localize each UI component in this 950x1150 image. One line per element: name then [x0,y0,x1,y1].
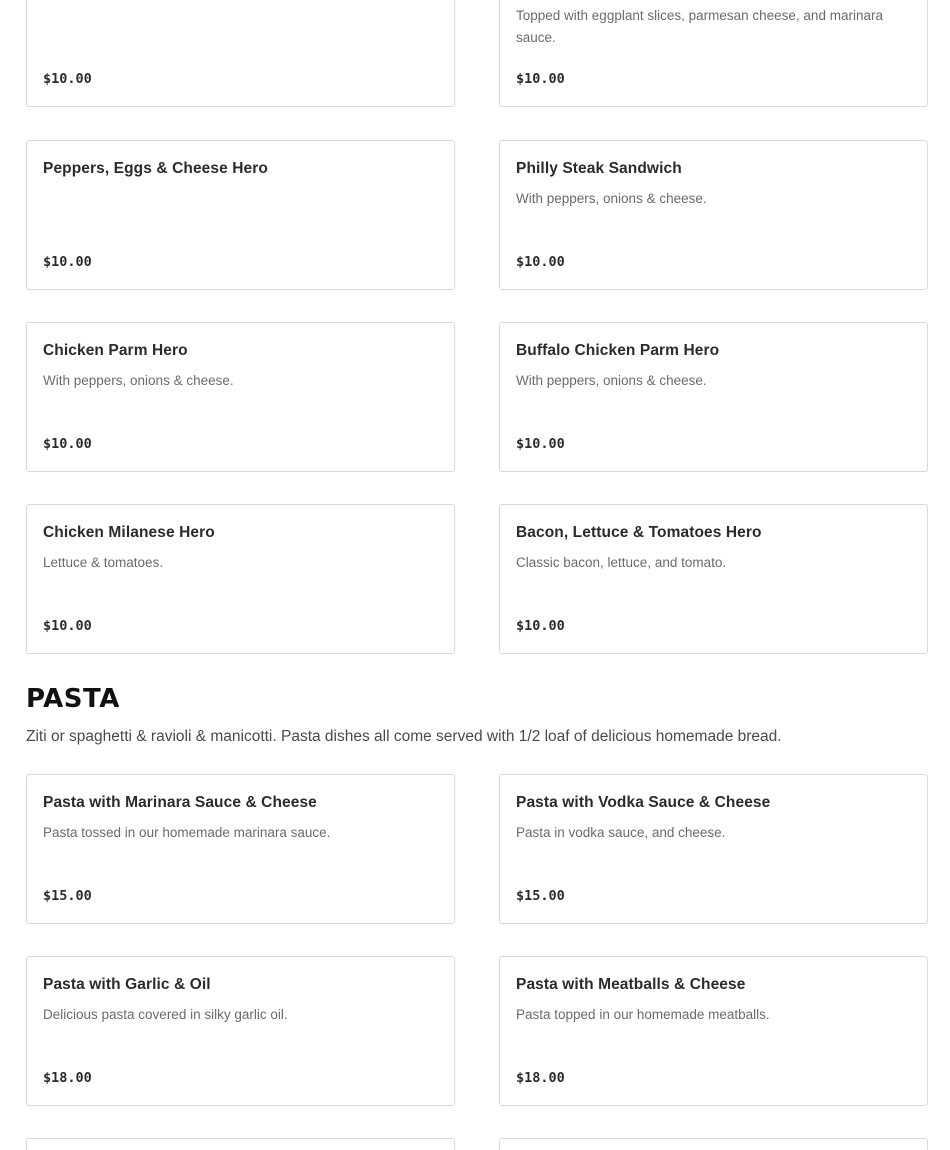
item-title: Pasta with Marinara Sauce & Cheese [43,794,317,811]
item-price: $10.00 [43,618,92,634]
item-title: Chicken Parm Hero [43,342,188,359]
item-price: $10.00 [43,71,92,87]
item-description: Pasta in vodka sauce, and cheese. [516,825,726,840]
item-price: $18.00 [43,1070,92,1086]
item-price: $10.00 [516,618,565,634]
item-price: $15.00 [516,888,565,904]
item-description: With peppers, onions & cheese. [516,373,707,388]
menu-item-card[interactable] [499,140,928,290]
item-title: Bacon, Lettuce & Tomatoes Hero [516,524,762,541]
item-title: Peppers, Eggs & Cheese Hero [43,160,268,177]
item-description: Topped with eggplant slices, parmesan cheese, and marinara sauce. [516,8,883,45]
menu-item-card[interactable] [499,322,928,472]
menu-item-card[interactable] [26,1138,455,1150]
item-price: $10.00 [516,436,565,452]
menu-item-card[interactable] [499,956,928,1106]
item-price: $10.00 [43,436,92,452]
menu-item-card[interactable] [26,322,455,472]
item-price: $10.00 [516,254,565,270]
item-price: $18.00 [516,1070,565,1086]
item-description: With peppers, onions & cheese. [43,373,234,388]
menu-item-card[interactable] [26,956,455,1106]
item-description: Lettuce & tomatoes. [43,555,164,570]
item-description: Pasta topped in our homemade meatballs. [516,1007,770,1022]
item-title: Philly Steak Sandwich [516,160,682,177]
item-title: Buffalo Chicken Parm Hero [516,342,720,359]
item-description: With peppers, onions & cheese. [516,191,707,206]
menu-item-card[interactable] [499,504,928,654]
menu-item-card[interactable] [499,774,928,924]
menu-item-card[interactable] [499,1138,928,1150]
section-title: PASTA [26,684,120,714]
item-description: Classic bacon, lettuce, and tomato. [516,555,727,570]
menu-item-card[interactable] [26,0,455,107]
item-price: $10.00 [516,71,565,87]
item-description: Delicious pasta covered in silky garlic oil. [43,1007,288,1022]
menu-item-card[interactable] [26,140,455,290]
item-title: Pasta with Garlic & Oil [43,976,211,993]
item-price: $10.00 [43,254,92,270]
menu-item-card[interactable] [499,0,928,107]
menu-item-card[interactable] [26,504,455,654]
menu-item-card[interactable] [26,774,455,924]
section-description: Ziti or spaghetti & ravioli & manicotti. Pasta dishes all come served with 1/2 loaf of delicious homemade bread. [26,728,782,745]
item-title: Pasta with Vodka Sauce & Cheese [516,794,771,811]
item-description: Pasta tossed in our homemade marinara sauce. [43,825,331,840]
item-price: $15.00 [43,888,92,904]
item-title: Pasta with Meatballs & Cheese [516,976,746,993]
item-title: Chicken Milanese Hero [43,524,215,541]
